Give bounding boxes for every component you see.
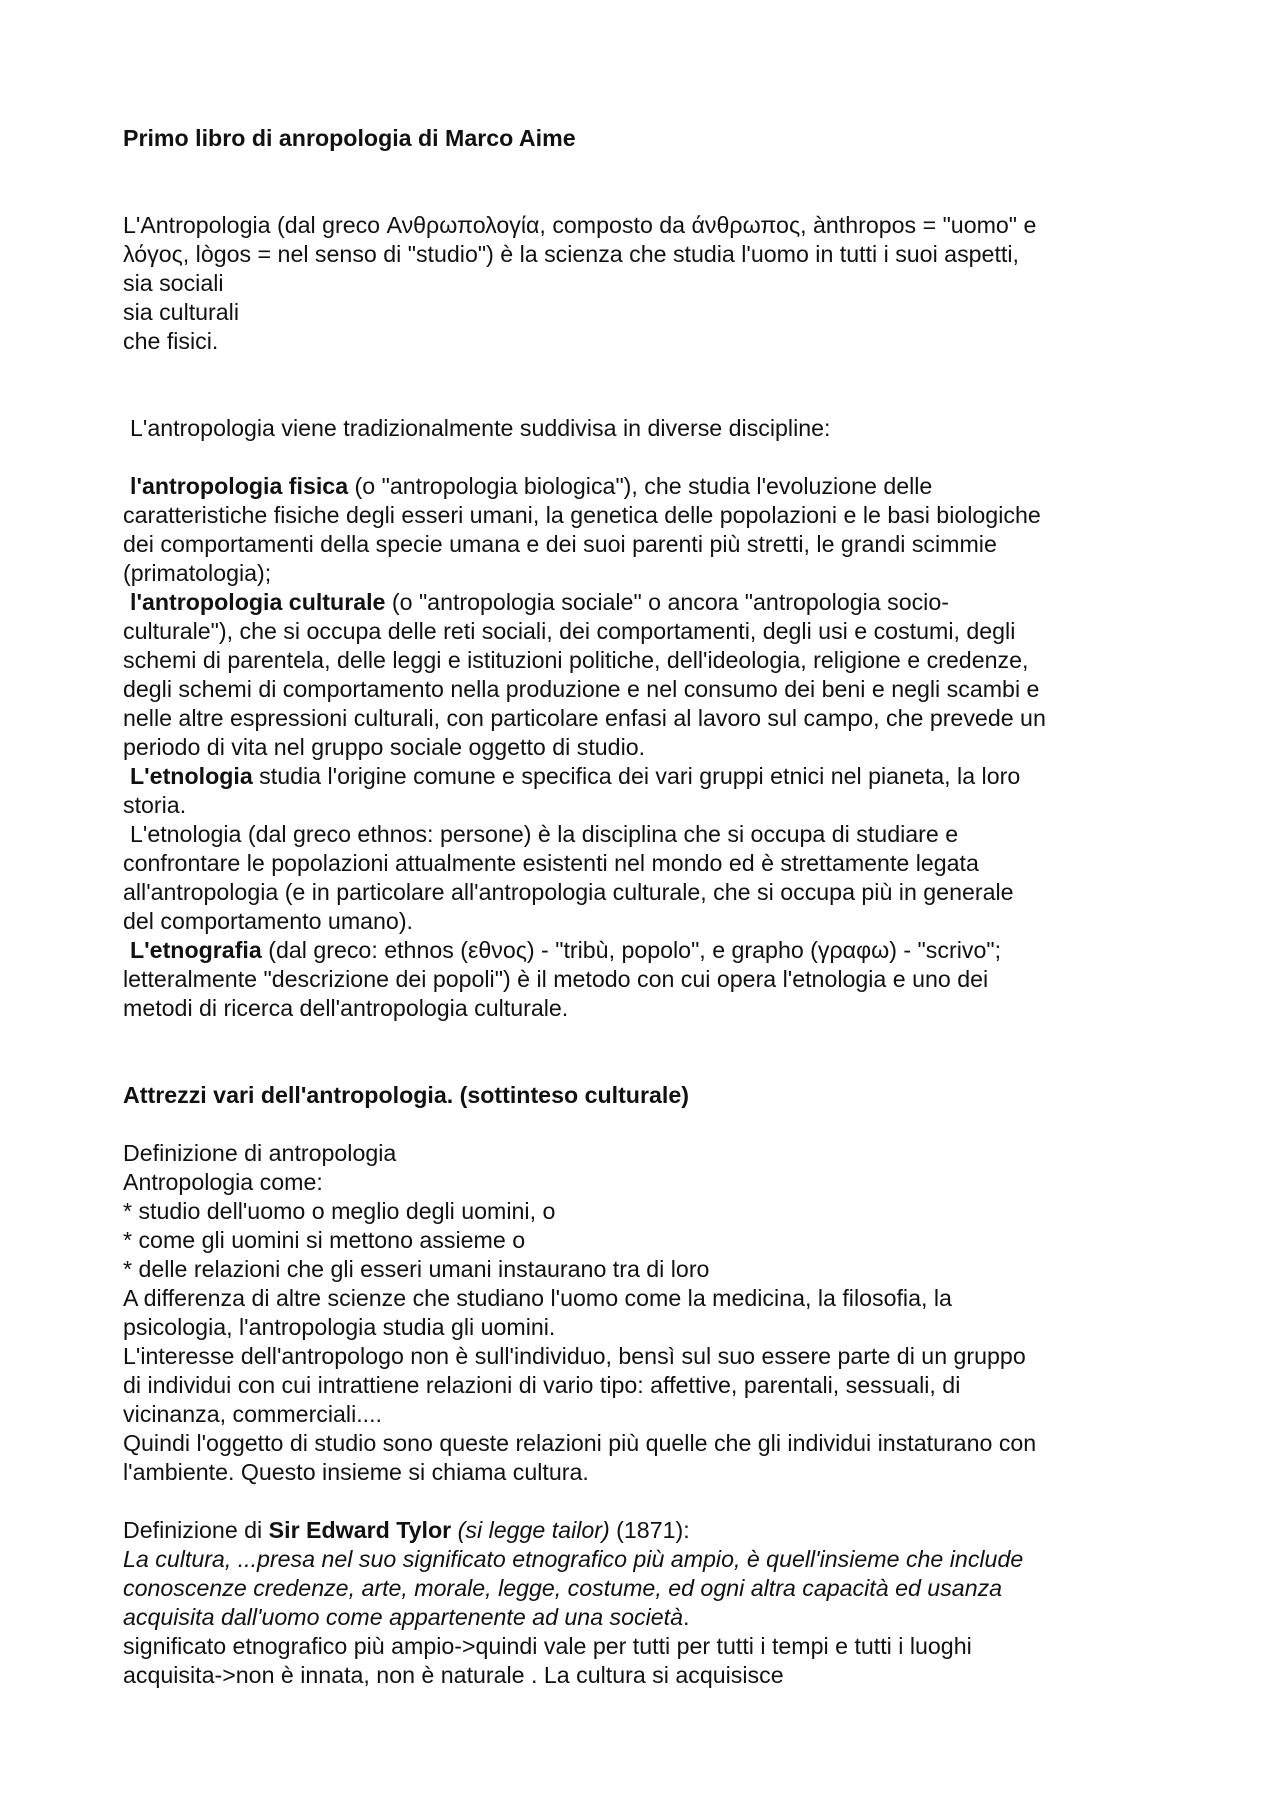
tylor-pronunciation: (si legge tailor): [457, 1517, 610, 1543]
spacer: [123, 356, 1173, 414]
spacer: [123, 443, 1173, 472]
etnologia2-line: L'etnologia (dal greco ethnos: persone) è la disciplina che si occupa di studiare e: [130, 821, 959, 847]
etnologia2-line: del comportamento umano).: [123, 908, 413, 934]
tylor-name: Sir Edward Tylor: [268, 1517, 452, 1543]
fisica-line: dei comportamenti della specie umana e dei suoi parenti più stretti, le grandi scimmie: [123, 531, 997, 557]
etnologia-line: storia.: [123, 792, 187, 818]
etnologia2-paragraph: [123, 820, 1173, 936]
etnografia-line: letteralmente "descrizione dei popoli") è il metodo con cui opera l'etnologia e uno dei: [123, 966, 989, 992]
definizione-line: l'ambiente. Questo insieme si chiama cultura.: [123, 1459, 589, 1485]
culturale-text: (o "antropologia sociale" o ancora "antropologia socio-: [385, 589, 949, 615]
culturale-line: periodo di vita nel gruppo sociale oggetto di studio.: [123, 734, 646, 760]
section2-title: Attrezzi vari dell'antropologia. (sottinteso culturale): [123, 1082, 689, 1108]
etnologia2-line: confrontare le popolazioni attualmente esistenti nel mondo ed è strettamente legata: [123, 850, 979, 876]
tylor-note: acquisita->non è innata, non è naturale . La cultura si acquisisce: [123, 1662, 784, 1688]
culturale-line: culturale"), che si occupa delle reti sociali, dei comportamenti, degli usi e costumi, degli: [123, 618, 1016, 644]
definizione-line: * come gli uomini si mettono assieme o: [123, 1227, 526, 1253]
intro-line: sia sociali: [123, 270, 224, 296]
fisica-term: l'antropologia fisica: [130, 473, 349, 499]
tylor-note: significato etnografico più ampio->quindi vale per tutti per tutti i tempi e tutti i luoghi: [123, 1633, 972, 1659]
culturale-line: schemi di parentela, delle leggi e istituzioni politiche, dell'ideologia, religione e credenze,: [123, 647, 1029, 673]
culturale-term: l'antropologia culturale: [130, 589, 386, 615]
tylor-quote-line: La cultura, ...presa nel suo significato etnografico più ampio, è quell'insieme che include: [123, 1546, 1024, 1572]
fisica-line: (primatologia);: [123, 560, 272, 586]
tylor-quote-line: conoscenze credenze, arte, morale, legge, costume, ed ogni altra capacità ed usanza: [123, 1575, 1003, 1601]
fisica-text: (o "antropologia biologica"), che studia l'evoluzione delle: [348, 473, 933, 499]
definizione-line: di individui con cui intrattiene relazioni di vario tipo: affettive, parentali, sessuali, di: [123, 1372, 961, 1398]
definizione-line: psicologia, l'antropologia studia gli uomini.: [123, 1314, 556, 1340]
spacer: [123, 1110, 1173, 1139]
tylor-prefix: Definizione di: [123, 1517, 269, 1543]
intro-line: L'Antropologia (dal greco Ανθρωπολογία, composto da άνθρωπος, ànthropos = "uomo" e: [123, 212, 1037, 238]
culturale-line: degli schemi di comportamento nella produzione e nel consumo dei beni e negli scambi e: [123, 676, 1040, 702]
definizione-paragraph: [123, 1139, 1173, 1487]
etnografia-paragraph: [123, 936, 1173, 1023]
intro-paragraph: [123, 211, 1173, 356]
etnologia2-line: all'antropologia (e in particolare all'antropologia culturale, che si occupa più in generale: [123, 879, 1014, 905]
intro-line: λόγος, lògos = nel senso di "studio") è la scienza che studia l'uomo in tutti i suoi aspetti,: [123, 241, 1019, 267]
culturale-paragraph: [123, 588, 1173, 762]
disciplines-intro: L'antropologia viene tradizionalmente suddivisa in diverse discipline:: [130, 415, 831, 441]
etnologia-term: L'etnologia: [130, 763, 253, 789]
etnologia-text: studia l'origine comune e specifica dei vari gruppi etnici nel pianeta, la loro: [252, 763, 1021, 789]
intro-line: che fisici.: [123, 328, 219, 354]
definizione-line: Quindi l'oggetto di studio sono queste relazioni più quelle che gli individui instaturano con: [123, 1430, 1037, 1456]
intro-line: sia culturali: [123, 299, 239, 325]
definizione-line: * studio dell'uomo o meglio degli uomini, o: [123, 1198, 556, 1224]
definizione-line: * delle relazioni che gli esseri umani instaurano tra di loro: [123, 1256, 710, 1282]
spacer: [123, 1487, 1173, 1516]
fisica-paragraph: [123, 472, 1173, 588]
document-body: [123, 124, 1173, 1690]
tylor-paragraph: Definizione di Sir Edward Tylor (si legge tailor) (1871): La cultura, ...presa nel suo significato etnografico più ampio, è quell'insieme che include conoscenze credenze, arte, morale, legge, costume, ed ogni altra capacità ed usanza acquisita dall'uomo come appartenente ad una società. significato etnografico più ampio->quindi vale per tutti per tutti i tempi e tutti i luoghi acquisita->non è innata, non è naturale . La cultura si acquisisce: [123, 1516, 1173, 1690]
etnografia-line: metodi di ricerca dell'antropologia culturale.: [123, 995, 569, 1021]
etnologia-paragraph: [123, 762, 1173, 820]
spacer: [123, 153, 1173, 211]
document-title: Primo libro di anropologia di Marco Aime: [123, 125, 576, 151]
definizione-line: Definizione di antropologia: [123, 1140, 397, 1166]
culturale-line: nelle altre espressioni culturali, con particolare enfasi al lavoro sul campo, che prevede un: [123, 705, 1046, 731]
fisica-line: caratteristiche fisiche degli esseri umani, la genetica delle popolazioni e le basi biologiche: [123, 502, 1041, 528]
etnografia-term: L'etnografia: [130, 937, 262, 963]
tylor-quote-line: acquisita dall'uomo come appartenente ad una società: [123, 1604, 684, 1630]
definizione-line: L'interesse dell'antropologo non è sull'individuo, bensì sul suo essere parte di un gruppo: [123, 1343, 1026, 1369]
definizione-line: Antropologia come:: [123, 1169, 323, 1195]
tylor-year: (1871):: [609, 1517, 690, 1543]
definizione-line: A differenza di altre scienze che studiano l'uomo come la medicina, la filosofia, la: [123, 1285, 952, 1311]
etnografia-text: (dal greco: ethnos (εθνος) - "tribù, popolo", e grapho (γραφω) - "scrivo";: [261, 937, 1002, 963]
definizione-line: vicinanza, commerciali....: [123, 1401, 383, 1427]
spacer: [123, 1023, 1173, 1081]
